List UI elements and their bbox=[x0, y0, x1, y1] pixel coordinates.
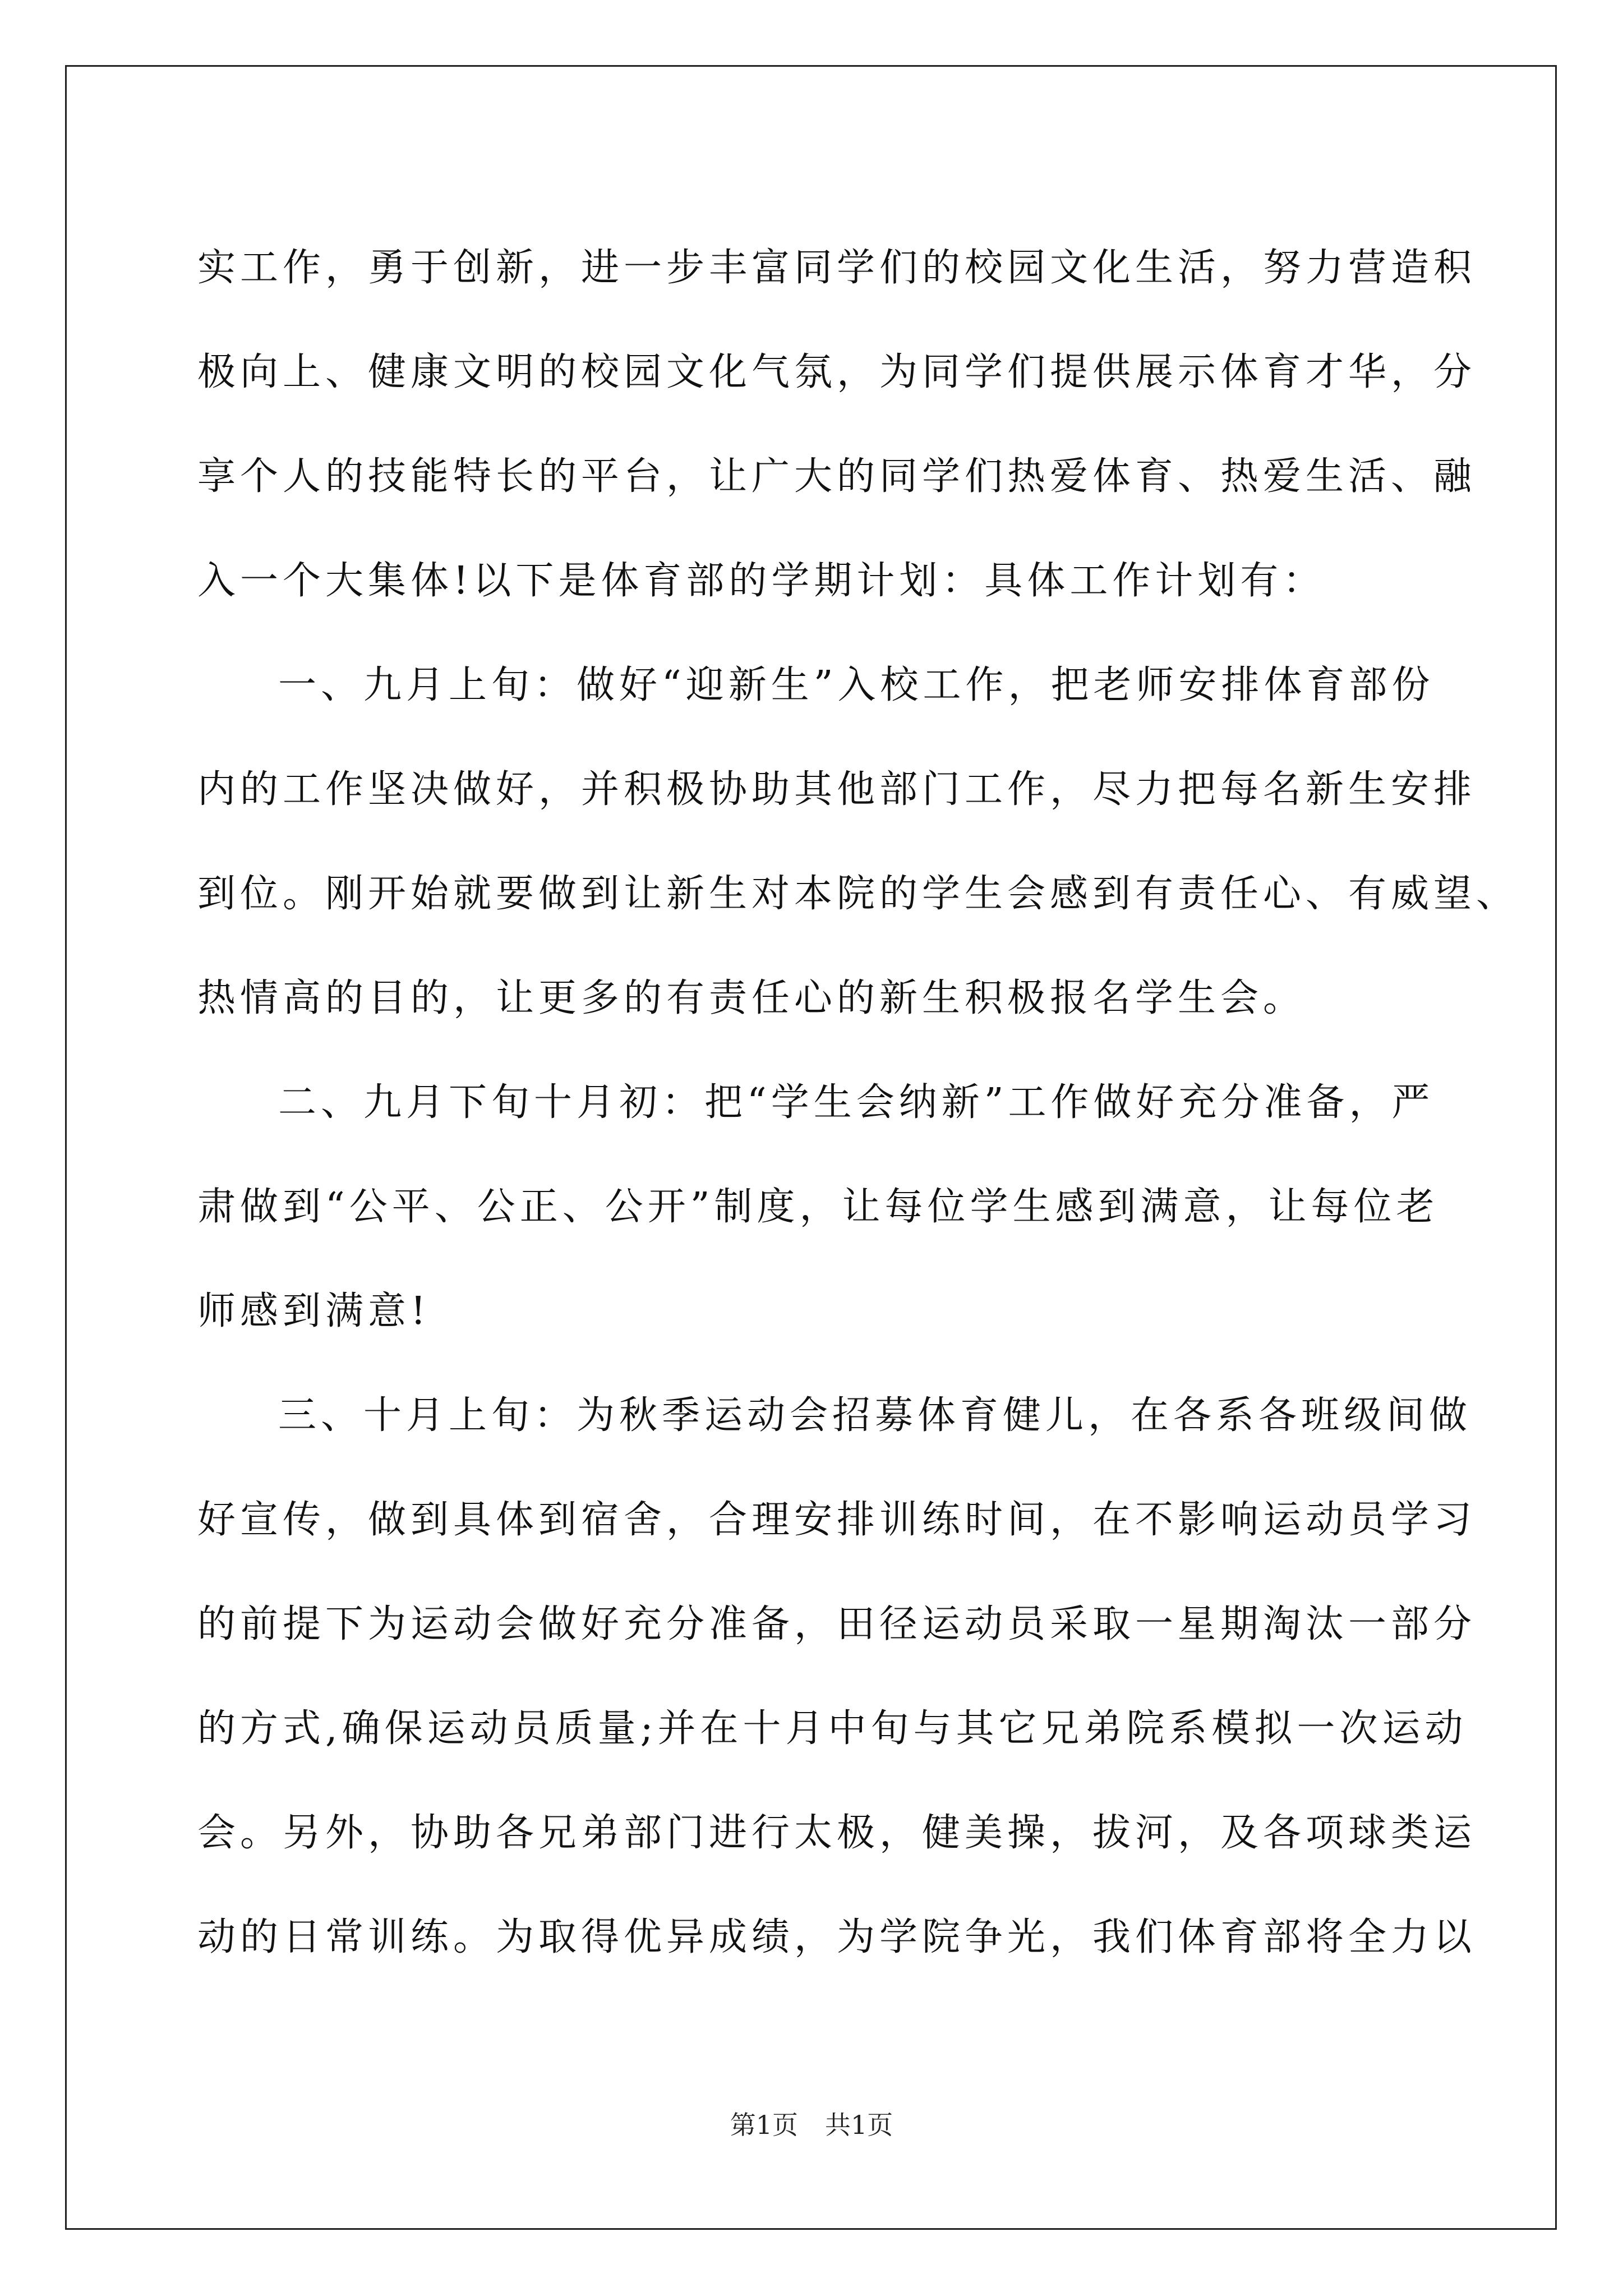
document-body bbox=[197, 216, 1519, 1990]
text-line-1: 实工作，勇于创新，进一步丰富同学们的校园文化生活，努力营造积 bbox=[197, 246, 1477, 290]
text-line-13: 好宣传，做到具体到宿舍，合理安排训练时间，在不影响运动员学习 bbox=[197, 1498, 1477, 1542]
text-line-7: 到位。刚开始就要做到让新生对本院的学生会感到有责任心、有威望、 bbox=[197, 872, 1519, 916]
page-footer bbox=[0, 2108, 1623, 2142]
text-line-17: 动的日常训练。为取得优异成绩，为学院争光，我们体育部将全力以 bbox=[197, 1915, 1477, 1959]
text-line-16: 会。另外，协助各兄弟部门进行太极，健美操，拔河，及各项球类运 bbox=[197, 1811, 1477, 1855]
text-line-11: 师感到满意! bbox=[197, 1289, 431, 1333]
text-line-14: 的前提下为运动会做好充分准备，田径运动员采取一星期淘汰一部分 bbox=[197, 1602, 1477, 1646]
text-line-5: 一、九月上旬：做好“迎新生”入校工作，把老师安排体育部份 bbox=[278, 663, 1435, 707]
text-line-2: 极向上、健康文明的校园文化气氛，为同学们提供展示体育才华，分 bbox=[197, 350, 1477, 394]
text-line-3: 享个人的技能特长的平台，让广大的同学们热爱体育、热爱生活、融 bbox=[197, 454, 1477, 499]
text-line-12: 三、十月上旬：为秋季运动会招募体育健儿，在各系各班级间做 bbox=[278, 1393, 1472, 1438]
text-line-6: 内的工作坚决做好，并积极协助其他部门工作，尽力把每名新生安排 bbox=[197, 767, 1477, 812]
page-number-current: 第1页 bbox=[730, 2110, 798, 2140]
text-line-4: 入一个大集体!以下是体育部的学期计划：具体工作计划有： bbox=[197, 559, 1326, 603]
text-line-9: 二、九月下旬十月初：把“学生会纳新”工作做好充分准备，严 bbox=[278, 1080, 1435, 1125]
text-line-10: 肃做到“公平、公正、公开”制度，让每位学生感到满意，让每位老 bbox=[197, 1185, 1439, 1229]
text-line-8: 热情高的目的，让更多的有责任心的新生积极报名学生会。 bbox=[197, 976, 1306, 1020]
page-number-total: 共1页 bbox=[825, 2110, 893, 2140]
text-line-15: 的方式,确保运动员质量;并在十月中旬与其它兄弟院系模拟一次运动 bbox=[197, 1706, 1468, 1751]
